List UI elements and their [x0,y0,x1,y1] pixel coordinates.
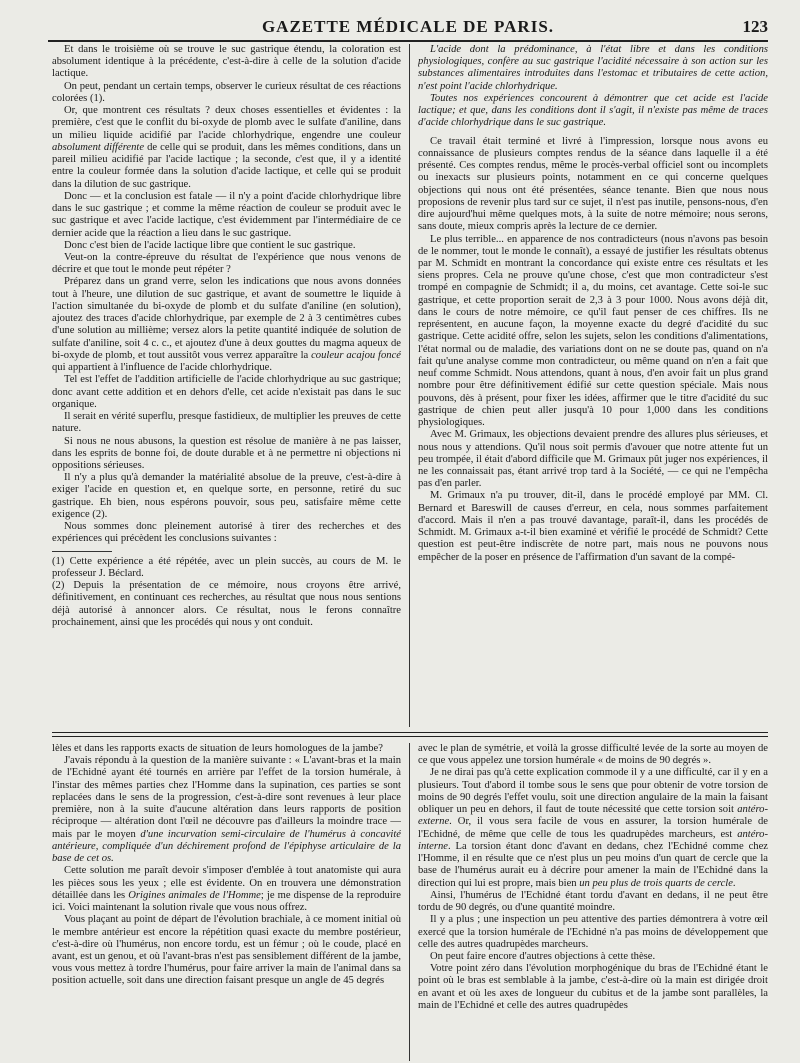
column-divider-top [409,44,410,727]
footnote-rule [52,551,112,552]
footnote: (2) Depuis la présentation de ce mémoire, nous croyons être arrivé, définitivement, en continuant ces recherches, au résultat que nous nous sentions déjà autorisé à annoncer alors. Ce résultat, nous le ferons connaître prochainement, ainsi que les procédés qui nous y ont conduit. [52,580,401,628]
paragraph: J'avais répondu à la question de la manière suivante : « L'avant-bras et la main de l'Echidné ayant été tournés en arrière par l'effet de la torsion humérale, à l'instar des mêmes parties chez l'Homme dans la supination, ces parties se sont replacées dans le sens de la progression, c'est-à-dire sont revenues à leur place première, non à la suite d'aucune altération dans leurs rapports de position réciproque — altération dont l'œil ne découvre pas d'ailleurs la moindre trace — mais par le moyen d'une incurvation semi-circulaire de l'humérus à concavité antérieure, compliquée d'un déchirement profond de l'épiphyse articulaire de la base de cet os. [52,755,401,865]
paragraph: Votre point zéro dans l'évolution morphogénique du bras de l'Echidné étant le point où le bras est semblable à la jambe, c'est-à-dire où la main est dirigée droit en avant et où les axes de longueur du cubitus et de la jambe sont parallèles, la main de l'Echidné et celle des autres quadrupèdes [418,963,768,1011]
emphasis: absolument différente [52,141,145,153]
conclusion-paragraph: Toutes nos expériences concourent à démontrer que cet acide est l'acide lactique; et que, dans les conditions dont il s'agit, il n'existe pas même de traces d'acide chlorhydrique dans le suc gastrique. [418,92,768,129]
section-rule-double [52,736,768,737]
conclusion-paragraph: L'acide dont la prédominance, à l'état libre et dans les conditions physiologiques, confère au suc gastrique l'acidité nécessaire à son action sur les substances alimentaires introduites dans l'estomac et tributaires de cette action, n'est point l'acide chlorhydrique. [418,44,768,92]
emphasis: d'une incurvation semi-circulaire de l'humérus à concavité antérieure, compliquée d'un déchirement profond de l'épiphyse articulaire de la base de cet os. [52,828,401,865]
paragraph: Ainsi, l'humérus de l'Echidné étant tordu d'avant en dedans, il ne peut être tordu de 90 degrés, ou d'une quantité moindre. [418,889,768,914]
paragraph: On peut, pendant un certain temps, observer le curieux résultat de ces réactions colorées (1). [52,80,401,104]
paragraph: Tel est l'effet de l'addition artificielle de l'acide chlorhydrique au suc gastrique; donc avant cette addition et en dehors d'elle, cet acide n'existait pas dans le suc organique. [52,374,401,410]
paragraph: Si nous ne nous abusons, la question est résolue de manière à ne pas laisser, dans les esprits de bonne foi, de doute durable et à ne permettre ni objections ni oppositions sérieuses. [52,435,401,471]
emphasis: Origines animales de l'Homme [128,889,261,901]
paragraph: lèles et dans les rapports exacts de situation de leurs homologues de la jambe? [52,743,383,754]
journal-title: GAZETTE MÉDICALE DE PARIS. [261,17,555,36]
article-column-right [418,44,768,727]
paragraph: Et dans le troisième où se trouve le suc gastrique étendu, la coloration est absolument identique à la précédente, c'est-à-dire à celle de la solution d'acide lactique. [52,44,401,80]
footnote: (1) Cette expérience a été répétée, avec un plein succès, au cours de M. le professeur J. Béclard. [52,555,401,579]
page-header [48,14,768,42]
emphasis: antéro-externe [418,804,768,828]
column-divider-bottom [409,743,410,1061]
paragraph: Donc — et la conclusion est fatale — il n'y a point d'acide chlorhydrique libre dans le suc gastrique ; et comme la même réaction de couleur se produit avec le suc gastrique et avec l'acide lactique, c'est évidemment par l'intermédiaire de ce dernier acide que la réaction a lieu dans le suc gastrique. [52,190,401,239]
emphasis: couleur acajou foncé [311,349,401,361]
lower-article-column-right [418,743,768,1061]
emphasis: antéro-interne [418,828,768,852]
paragraph: Or, que montrent ces résultats ? deux choses essentielles et évidentes : la première, c'est que le conflit du bi-oxyde de plomb avec le sulfate d'aniline, dans un milieu liquide acidifié par l'acide chlorhydrique, engendre une couleur absolument différente de celle qui se produit, dans les mêmes conditions, dans un pareil milieu acidifié par l'acide lactique ; la seconde, c'est que, il y a identité entre la couleur formée dans la solution d'acide lactique, et celle qui se produit dans la dilution de suc gastrique. [52,105,401,190]
emphasis: un peu plus de trois quarts de cercle [579,877,733,889]
paragraph: Il serait en vérité superflu, presque fastidieux, de multiplier les preuves de cette nature. [52,411,401,435]
paragraph: Avec M. Grimaux, les objections devaient prendre des allures plus sérieuses, et nous nous y attendions. Qu'il nous soit permis d'avouer que notre attente fut un peu trompée, il était d'abord difficile que M. Grimaux pût juger nos expériences, il ne les connaissait pas, étant arrivé trop tard à la Société, — ce qui ne l'empêcha pas d'en parler. [418,429,768,490]
page-number: 123 [742,17,768,36]
lower-article-column-left [52,743,401,1061]
paragraph: M. Grimaux n'a pu trouver, dit-il, dans le procédé employé par MM. Cl. Bernard et Bareswill de causes d'erreur, en cela, nous sommes parfaitement d'accord. Mais il n'en a pas trouvé davantage, paraît-il, dans les procédés de Schmidt. M. Grimaux a-t-il bien examiné et vérifié le procédé de Schmidt? Cette question est peut-être indiscrète de notre part, mais nous ne pouvons nous empêcher de la poser en présence de l'affirmation d'un savant de la compé- [418,490,768,563]
paragraph: Il n'y a plus qu'à demander la matérialité absolue de la preuve, c'est-à-dire à exiger l'acide en question et, en quelque sorte, en personne, retiré du suc gastrique. Eh bien, nous espérons pouvoir, sous peu, satisfaire même cette exigence (2). [52,472,401,520]
paragraph: avec le plan de symétrie, et voilà la grosse difficulté levée de la sorte au moyen de ce que vous appelez une torsion humérale « de moins de 90 degrés ». [418,743,768,767]
paragraph: Je ne dirai pas qu'à cette explication commode il y a une difficulté, car il y en a plusieurs. Tout d'abord il tombe sous le sens que pour obtenir de votre torsion de moins de 90 degrés l'effet voulu, soit une direction angulaire de la main la faisant obliquer un peu en dehors, il faut de toute nécessité que cette torsion soit antéro-externe. Or, il vous sera facile de vous en assurer, la torsion humérale de l'Echidné, de même que celle de tous les quadrupèdes marcheurs, est antéro-interne. La torsion étant donc d'avant en dedans, chez l'Echidné comme chez l'Homme, il en résulte que ce n'est plus un peu moins d'un quart de cercle que la base de l'humérus aurait eu à décrire pour amener la main de l'Echidné dans la direction qui lui est propre, mais bien un peu plus de trois quarts de cercle. [418,767,768,889]
paragraph: Vous plaçant au point de départ de l'évolution brachiale, à ce moment initial où le membre antérieur est encore la répétition quasi exacte du membre postérieur, c'est-à-dire où l'humérus, non encore tordu, est un fémur ; où le coude, placé en avant, est un genou, et où l'avant-bras n'est pas sensiblement différent de la jambe, vous vous mettez à tordre l'humérus, pour faire arriver la main de l'animal dans sa position actuelle, soit dans une direction faisant presque un angle de 45 degrés [52,914,401,987]
paragraph: Donc c'est bien de l'acide lactique libre que contient le suc gastrique. [64,239,356,251]
paragraph: Le plus terrible... en apparence de nos contradicteurs (nous n'avons pas besoin de le nommer, tout le monde le connaît), a essayé de justifier les résultats obtenus par M. Schmidt en montrant la concordance qui existe entre ces résultats et les siens propres. Cela ne prouve qu'une chose, c'est que mon contradicteur s'est trompé en compagnie de Schmidt; il a, du moins, cet avantage. Cette soi-le suc gastrique, et cette proportion serait de 2,3 à 3 pour 1000. Nous avons déjà dit, dans le cours de notre mémoire, ce qu'il faut penser de ces chiffres. Ils ne représentent, en aucune façon, la moyenne exacte du degré d'acidité du suc gastrique. Cette acidité offre, selon les sujets, selon les conditions d'alimentations, l'état normal ou de maladie, des variations dont on ne se doute pas, quand on n'a fait qu'une analyse comme mon contradicteur, ou même quand on n'en a fait que neuf comme Schmidt. Nous attendons, quant à nous, d'en avoir fait un plus grand nombre pour être définitivement édifié sur cette question spéciale. Mais nous pouvons, dès à présent, pour fixer les idées, affirmer que le titre d'acidité du suc gastrique de chien peut aller jusqu'à 10 pour 1,000 dans les conditions physiologiques. [418,233,768,429]
section-rule [52,732,768,733]
paragraph: Il y a plus ; une inspection un peu attentive des parties démontrera à votre œil exercé que la torsion humérale de l'Echidné n'a pas moins de développement que celle des autres quadrupèdes marcheurs. [418,914,768,950]
paragraph: Cette solution me paraît devoir s'imposer d'emblée à tout anatomiste qui aura les pièces sous les yeux ; elle est évidente. On en trouvera une démonstration détaillée dans les Origines animales de l'Homme; je me dispense de la reproduire ici. Voici maintenant la solution rivale que vous nous offrez. [52,865,401,914]
article-column-left [52,44,401,727]
paragraph: Nous sommes donc pleinement autorisé à tirer des recherches et des expériences qui précèdent les conclusions suivantes : [52,521,401,545]
paragraph: Veut-on la contre-épreuve du résultat de l'expérience que nous venons de décrire et que tout le monde peut répéter ? [52,251,401,276]
paragraph: Préparez dans un grand verre, selon les indications que nous avons données tout à l'heure, une dilution de suc gastrique, et avant de soumettre le liquide à l'action simultanée du bi-oxyde de plomb et du sulfate d'aniline (en solution), ajoutez des traces d'acide chlorhydrique, par exemple de 2 à 3 centimètres cubes d'une solution au millième; versez alors la petite quantité indiquée de solution de sulfate d'aniline, soit 4 c. c., et ajoutez d'une à deux gouttes du magma aqueux de bi-oxyde de plomb, et tout aussitôt vous verrez apparaître la couleur acajou foncé qui appartient à l'influence de l'acide chlorhydrique. [52,276,401,374]
paragraph: Ce travail était terminé et livré à l'impression, lorsque nous avons eu connaissance de plusieurs comptes rendus de la séance dans laquelle il a été présenté. Ces comptes rendus, même le procès-verbal officiel sont ou incomplets ou inexacts sur plusieurs points, notamment en ce qui concerne quelques objections qui nous ont été présentées, séance tenante. Bien que nous nous proposions de revenir plus tard sur ce sujet, il n'est pas inutile, pensons-nous, d'en dire aujourd'hui même quelques mots, à la suite de notre mémoire; nous serons, sans doute, mieux compris après la lecture de ce dernier. [418,135,768,233]
paragraph: On peut faire encore d'autres objections à cette thèse. [430,950,656,962]
